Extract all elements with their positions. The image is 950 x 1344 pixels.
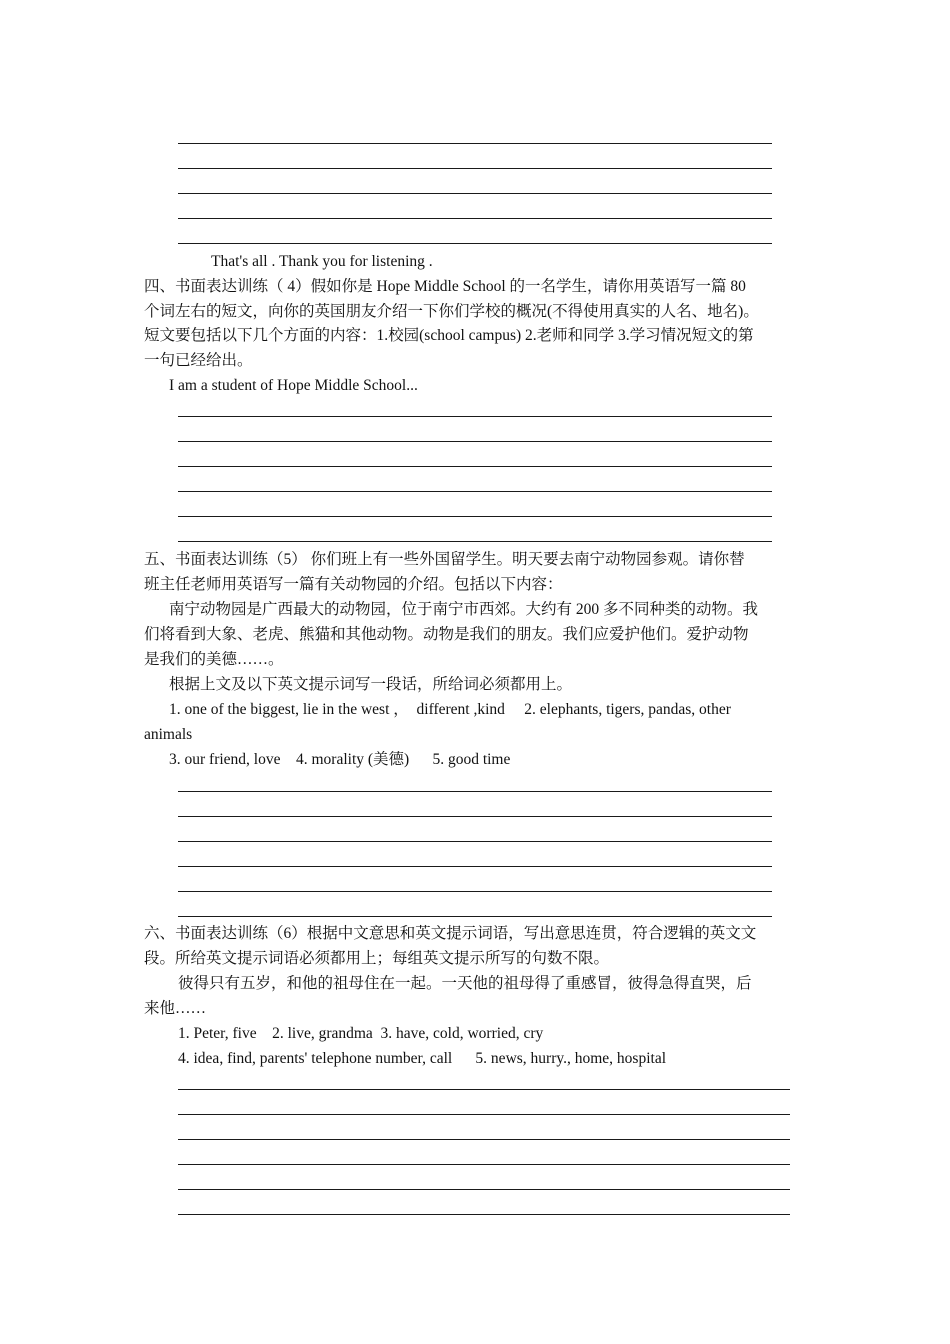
answer-line [178, 466, 772, 467]
closing-sentence: That's all . Thank you for listening . [211, 253, 433, 270]
section6-prompt-line: 彼得只有五岁，和他的祖母住在一起。一天他的祖母得了重感冒，彼得急得直哭，后 [178, 975, 752, 992]
section5-prompt-line: 们将看到大象、老虎、熊猫和其他动物。动物是我们的朋友。我们应爱护他们。爱护动物 [144, 626, 749, 643]
section4-prompt-line: 短文要包括以下几个方面的内容：1.校园(school campus) 2.老师和同学 3.学习情况短文的第 [144, 327, 754, 344]
answer-line [178, 168, 772, 169]
answer-line [178, 218, 772, 219]
section4-prompt-line: 四、书面表达训练（ 4）假如你是 Hope Middle School 的一名学生，请你用英语写一篇 80 [144, 278, 746, 295]
section5-hint-line: animals [144, 726, 193, 743]
section5-hint-line: 1. one of the biggest, lie in the west ， different ,kind 2. elephants, tigers, pandas, other [169, 701, 731, 718]
answer-line [178, 143, 772, 144]
section5-hint-line: 3. our friend, love 4. morality (美德) 5. good time [169, 751, 511, 768]
answer-line [178, 541, 772, 542]
answer-line [178, 916, 772, 917]
section4-prompt-line: 个词左右的短文，向你的英国朋友介绍一下你们学校的概况(不得使用真实的人名、地名)。 [144, 303, 759, 320]
answer-line [178, 416, 772, 417]
answer-line [178, 441, 772, 442]
answer-line [178, 891, 772, 892]
section5-prompt-line: 是我们的美德……。 [144, 651, 284, 668]
section4-prompt-line: 一句已经给出。 [144, 352, 253, 369]
answer-line [178, 816, 772, 817]
answer-line [178, 866, 772, 867]
section5-prompt-line: 南宁动物园是广西最大的动物园，位于南宁市西郊。大约有 200 多不同种类的动物。我 [169, 601, 759, 618]
answer-line [178, 1214, 790, 1215]
answer-line [178, 243, 772, 244]
answer-line [178, 1089, 790, 1090]
answer-line [178, 516, 772, 517]
section5-prompt-line: 五、书面表达训练（5） 你们班上有一些外国留学生。明天要去南宁动物园参观。请你替 [144, 551, 745, 568]
section6-prompt-line: 段。所给英文提示词语必须都用上；每组英文提示所写的句数不限。 [144, 950, 610, 967]
section6-prompt-line: 来他…… [144, 1000, 207, 1017]
answer-line [178, 1189, 790, 1190]
answer-line [178, 193, 772, 194]
section6-hint-line: 4. idea, find, parents' telephone number, call 5. news, hurry., home, hospital [178, 1050, 667, 1067]
section6-hint-line: 1. Peter, five 2. live, grandma 3. have, cold, worried, cry [178, 1025, 544, 1042]
answer-line [178, 491, 772, 492]
answer-line [178, 791, 772, 792]
answer-line [178, 1164, 790, 1165]
section6-prompt-line: 六、书面表达训练（6）根据中文意思和英文提示词语，写出意思连贯，符合逻辑的英文文 [144, 925, 757, 942]
section5-prompt-line: 根据上文及以下英文提示词写一段话，所给词必须都用上。 [169, 676, 573, 693]
answer-line [178, 841, 772, 842]
section4-starter-sentence: I am a student of Hope Middle School... [169, 377, 418, 394]
answer-line [178, 1139, 790, 1140]
answer-line [178, 1114, 790, 1115]
section5-prompt-line: 班主任老师用英语写一篇有关动物园的介绍。包括以下内容： [144, 576, 563, 593]
